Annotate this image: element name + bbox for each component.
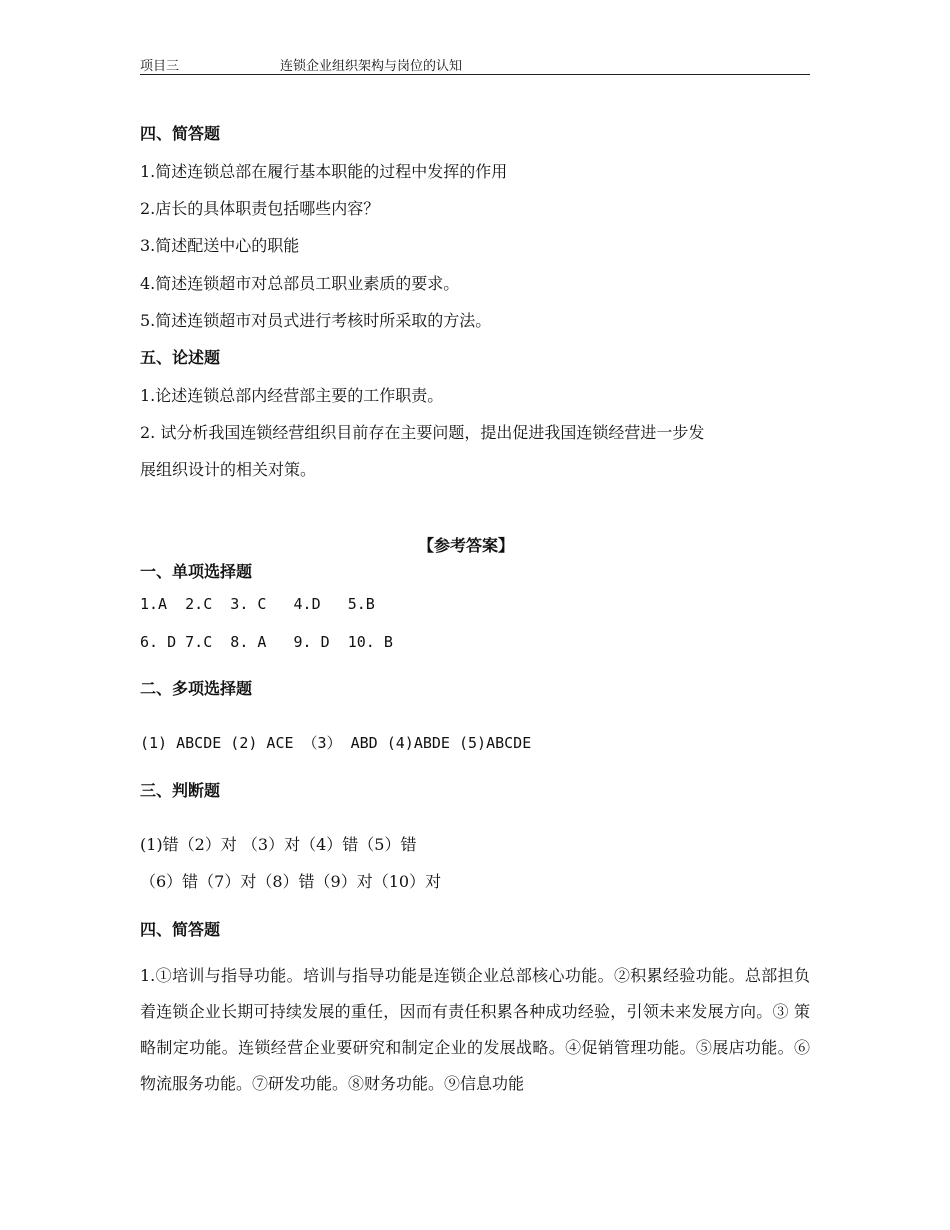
single-choice-answers: 6. D 7.C 8. A 9. D 10. B bbox=[140, 633, 393, 651]
question-item-continued: 展组织设计的相关对策。 bbox=[140, 460, 317, 479]
page-header bbox=[140, 52, 810, 75]
question-item: 2.店长的具体职责包括哪些内容？ bbox=[140, 199, 380, 218]
multiple-choice-heading: 二、多项选择题 bbox=[140, 679, 253, 698]
question-item: 3.简述配送中心的职能 bbox=[140, 236, 300, 255]
short-answer-paragraph: 1.①培训与指导功能。培训与指导功能是连锁企业总部核心功能。②积累经验功能。总部担负着连锁企业长期可持续发展的重任，因而有责任积累各种成功经验，引领未来发展方向。③ 策略制定功能。连锁经营企业要研究和制定企业的发展战略。④促销管理功能。⑤展店功能。⑥物流服务功能。⑦研发功能。⑧财务功能。⑨信息功能 bbox=[140, 966, 810, 1093]
question-item: 1.简述连锁总部在履行基本职能的过程中发挥的作用 bbox=[140, 162, 508, 181]
section4-heading: 四、简答题 bbox=[140, 124, 221, 143]
question-item: 2. 试分析我国连锁经营组织目前存在主要问题，提出促进我国连锁经营进一步发 bbox=[140, 423, 705, 442]
single-choice-heading: 一、单项选择题 bbox=[140, 562, 253, 581]
multiple-choice-answers: (1) ABCDE (2) ACE （3） ABD (4)ABDE (5)ABCDE bbox=[140, 734, 532, 752]
single-choice-answers: 1.A 2.C 3. C 4.D 5.B bbox=[140, 595, 375, 613]
true-false-answers: (1)错（2）对 （3）对（4）错（5）错 bbox=[140, 835, 417, 854]
question-item: 1.论述连锁总部内经营部主要的工作职责。 bbox=[140, 386, 444, 405]
answers-title: 【参考答案】 bbox=[418, 536, 515, 555]
question-item: 5.简述连锁超市对员式进行考核时所采取的方法。 bbox=[140, 311, 492, 330]
header-project-label: 项目三 bbox=[140, 59, 180, 74]
header-chapter-title: 连锁企业组织架构与岗位的认知 bbox=[280, 59, 463, 74]
true-false-answers: （6）错（7）对（8）错（9）对（10）对 bbox=[140, 872, 442, 891]
short-answer-heading: 四、简答题 bbox=[140, 920, 221, 939]
section5-heading: 五、论述题 bbox=[140, 348, 221, 367]
true-false-heading: 三、判断题 bbox=[140, 781, 221, 800]
question-item: 4.简述连锁超市对总部员工职业素质的要求。 bbox=[140, 274, 460, 293]
